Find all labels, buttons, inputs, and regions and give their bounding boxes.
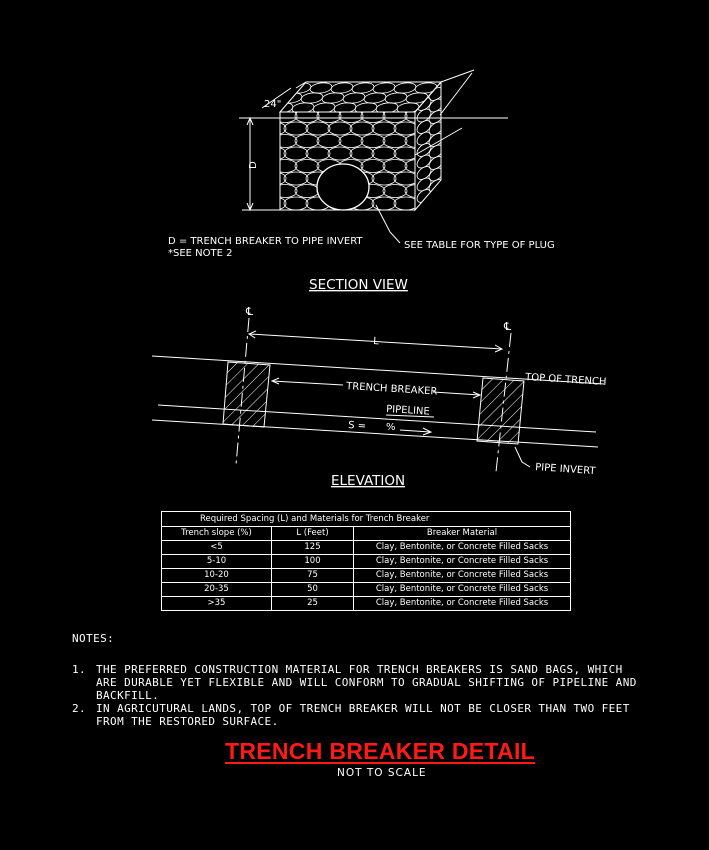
table-header-row <box>162 527 571 541</box>
cell-l: 125 <box>272 541 354 555</box>
sand-bag <box>350 147 374 160</box>
header-breaker-material: Breaker Material <box>354 527 571 541</box>
table-row <box>162 569 571 583</box>
cell-slope: <5 <box>162 541 272 555</box>
cell-l: 100 <box>272 555 354 569</box>
section-view-title: SECTION VIEW <box>309 277 408 293</box>
cell-slope: 5-10 <box>162 555 272 569</box>
sand-bag <box>394 172 418 185</box>
sand-bag <box>251 185 275 198</box>
sand-bag <box>339 135 363 148</box>
sand-bag <box>251 135 275 148</box>
sand-bag <box>284 197 308 210</box>
header-l-feet: L (Feet) <box>272 527 354 541</box>
sand-bag <box>328 147 352 160</box>
sand-bag <box>262 172 286 185</box>
cell-slope: 10-20 <box>162 569 272 583</box>
pipe-circle <box>317 164 369 210</box>
elevation-title: ELEVATION <box>331 473 406 489</box>
sand-bag <box>354 102 377 115</box>
sand-bag <box>383 110 407 123</box>
table-row <box>162 541 571 555</box>
sand-bag <box>312 102 335 115</box>
sand-bag <box>284 122 308 135</box>
sand-bag <box>284 147 308 160</box>
sand-bag <box>361 160 385 173</box>
dim-l-label: L <box>372 336 380 348</box>
cell-slope: >35 <box>162 597 272 611</box>
cell-material: Clay, Bentonite, or Concrete Filled Sacks <box>354 569 571 583</box>
note-text: THE PREFERRED CONSTRUCTION MATERIAL FOR TRENCH BREAKERS IS SAND BAGS, WHICH ARE DURABLE YET FLEXIBLE AND WILL CONFORM TO GRADUAL SHIFTING OF PIPELINE AND BACKFILL. <box>96 663 637 702</box>
pipe-invert-line <box>152 420 598 447</box>
sand-bag <box>328 122 352 135</box>
notes-heading: NOTES: <box>72 632 115 645</box>
percent-label: % <box>386 422 396 433</box>
cell-slope: 20-35 <box>162 583 272 597</box>
sand-bag <box>295 110 319 123</box>
sand-bag <box>350 122 374 135</box>
sand-bag <box>375 102 398 115</box>
cell-material: Clay, Bentonite, or Concrete Filled Sacks <box>354 597 571 611</box>
sand-bag <box>284 172 308 185</box>
cell-material: Clay, Bentonite, or Concrete Filled Sacks <box>354 555 571 569</box>
sand-bag <box>317 110 341 123</box>
table-caption: Required Spacing (L) and Materials for Trench Breaker <box>162 512 571 527</box>
drawing-subtitle: NOT TO SCALE <box>337 767 427 779</box>
cell-material: Clay, Bentonite, or Concrete Filled Sacks <box>354 583 571 597</box>
sand-bag <box>262 147 286 160</box>
cell-l: 50 <box>272 583 354 597</box>
sand-bags-top <box>270 82 437 115</box>
sand-bag <box>372 147 396 160</box>
pipeline-label: PIPELINE <box>385 404 431 418</box>
trench-breaker-label: TRENCH BREAKER <box>345 381 438 398</box>
dim-24-label: 24" <box>264 99 282 110</box>
sand-bag <box>394 147 418 160</box>
cl-right-symbol: ℄ <box>504 320 512 333</box>
sand-bag <box>273 185 297 198</box>
top-of-trench-label: TOP OF TRENCH <box>524 372 607 388</box>
sand-bag <box>317 135 341 148</box>
table-row <box>162 555 571 569</box>
sand-bag <box>383 160 407 173</box>
dim-d-label: D <box>248 161 259 169</box>
sand-bag <box>295 185 319 198</box>
note-text: IN AGRICUTURAL LANDS, TOP OF TRENCH BREAKER WILL NOT BE CLOSER THAN TWO FEET FROM THE RESTORED SURFACE. <box>96 702 630 728</box>
sand-bag <box>273 135 297 148</box>
sand-bag <box>394 197 418 210</box>
sand-bag <box>295 135 319 148</box>
cell-material: Clay, Bentonite, or Concrete Filled Sacks <box>354 541 571 555</box>
sand-bag <box>273 160 297 173</box>
note-number: 2. <box>72 702 87 715</box>
sand-bag <box>333 102 356 115</box>
sand-bag <box>416 197 440 210</box>
sand-bag <box>372 172 396 185</box>
pipe-invert-label: PIPE INVERT <box>534 462 596 478</box>
cell-l: 75 <box>272 569 354 583</box>
note-d-text: D = TRENCH BREAKER TO PIPE INVERT <box>168 236 363 247</box>
note-see-text: *SEE NOTE 2 <box>168 248 233 259</box>
spacing-table <box>161 511 571 611</box>
table-row <box>162 597 571 611</box>
section-view-drawing <box>239 70 508 243</box>
sand-bag <box>288 82 311 95</box>
cell-l: 25 <box>272 597 354 611</box>
sand-bag <box>306 147 330 160</box>
sand-bag <box>372 197 396 210</box>
note-item <box>72 702 644 728</box>
sand-bag <box>251 110 275 123</box>
header-trench-slope: Trench slope (%) <box>162 527 272 541</box>
sand-bag <box>372 122 396 135</box>
sand-bag <box>306 122 330 135</box>
sand-bag <box>295 160 319 173</box>
sand-bag <box>394 122 418 135</box>
sand-bag <box>396 102 419 115</box>
table-row <box>162 583 571 597</box>
note-item <box>72 663 644 702</box>
sand-bag <box>262 197 286 210</box>
sand-bag <box>383 185 407 198</box>
trench-breaker-left <box>223 362 270 427</box>
drawing-title: TRENCH BREAKER DETAIL <box>225 738 535 764</box>
sand-bag <box>383 135 407 148</box>
note-number: 1. <box>72 663 87 676</box>
notes-block <box>72 632 644 728</box>
cl-left-symbol: ℄ <box>246 305 254 318</box>
sand-bag <box>361 135 385 148</box>
sand-bag <box>262 122 286 135</box>
plug-label: SEE TABLE FOR TYPE OF PLUG <box>404 240 555 251</box>
trench-breaker-right <box>477 378 524 444</box>
slope-label: S = <box>347 420 367 433</box>
